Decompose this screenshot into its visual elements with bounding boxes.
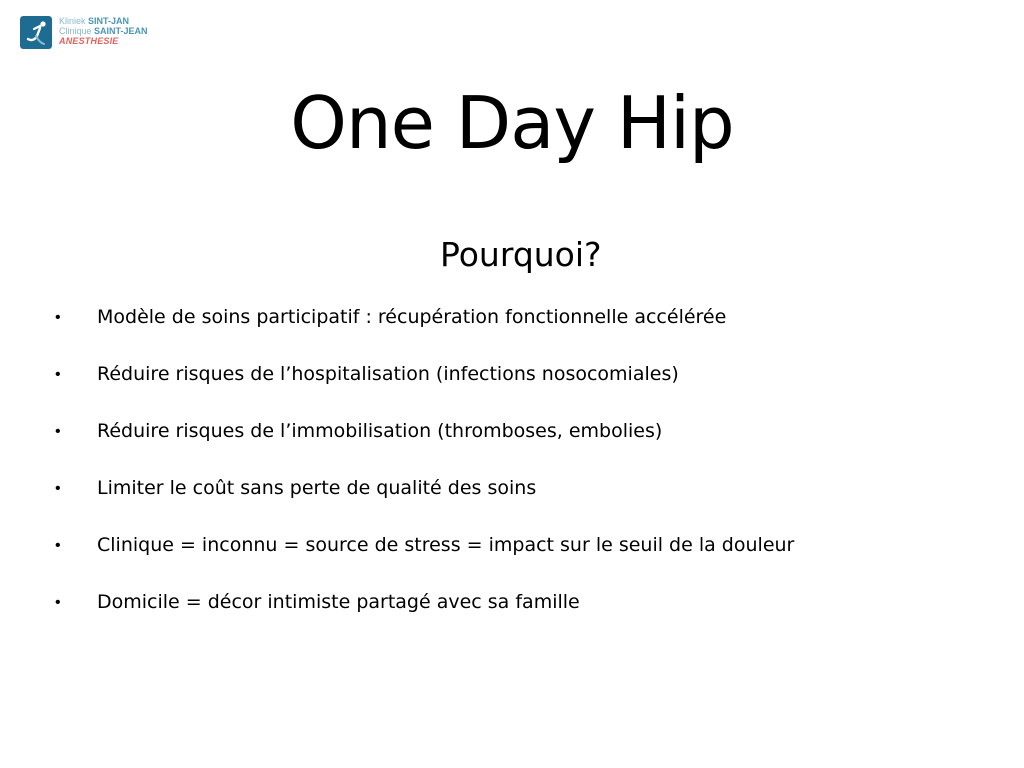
bullet-marker: •: [55, 537, 61, 554]
bullet-text: Modèle de soins participatif : récupération fonctionnelle accélérée: [97, 306, 727, 328]
bullet-text: Réduire risques de l’immobilisation (thromboses, embolies): [97, 420, 663, 442]
bullet-item: [0, 587, 1024, 644]
logo-line-dutch-prefix: Kliniek: [59, 16, 89, 26]
logo-department: ANESTHESIE: [59, 36, 119, 46]
bullet-item: [0, 359, 1024, 416]
bullet-text: Réduire risques de l’hospitalisation (infections nosocomiales): [97, 363, 679, 385]
clinic-logo-text: [59, 16, 148, 46]
slide-title: One Day Hip: [290, 81, 734, 165]
bullet-marker: •: [55, 423, 61, 440]
bullet-marker: •: [55, 366, 61, 383]
bullet-text: Domicile = décor intimiste partagé avec sa famille: [97, 591, 580, 613]
bullet-text: Limiter le coût sans perte de qualité des soins: [97, 477, 537, 499]
bullet-item: [0, 473, 1024, 530]
clinic-logo: [20, 16, 148, 49]
bullet-text: Clinique = inconnu = source de stress = impact sur le seuil de la douleur: [97, 534, 795, 556]
slide-subtitle: Pourquoi?: [440, 235, 602, 274]
bullet-item: [0, 416, 1024, 473]
logo-line-french-name: SAINT-JEAN: [94, 26, 148, 36]
bullet-item: [0, 530, 1024, 587]
bullet-marker: •: [55, 309, 61, 326]
bullet-list: [0, 302, 1024, 644]
logo-line-french-prefix: Clinique: [59, 26, 95, 36]
logo-line-dutch: [59, 16, 148, 26]
logo-line-dutch-name: SINT-JAN: [88, 16, 130, 26]
bullet-marker: •: [55, 594, 61, 611]
clinic-logo-icon: [20, 16, 52, 49]
bullet-item: [0, 302, 1024, 359]
logo-line-french: [59, 26, 148, 36]
bullet-marker: •: [55, 480, 61, 497]
